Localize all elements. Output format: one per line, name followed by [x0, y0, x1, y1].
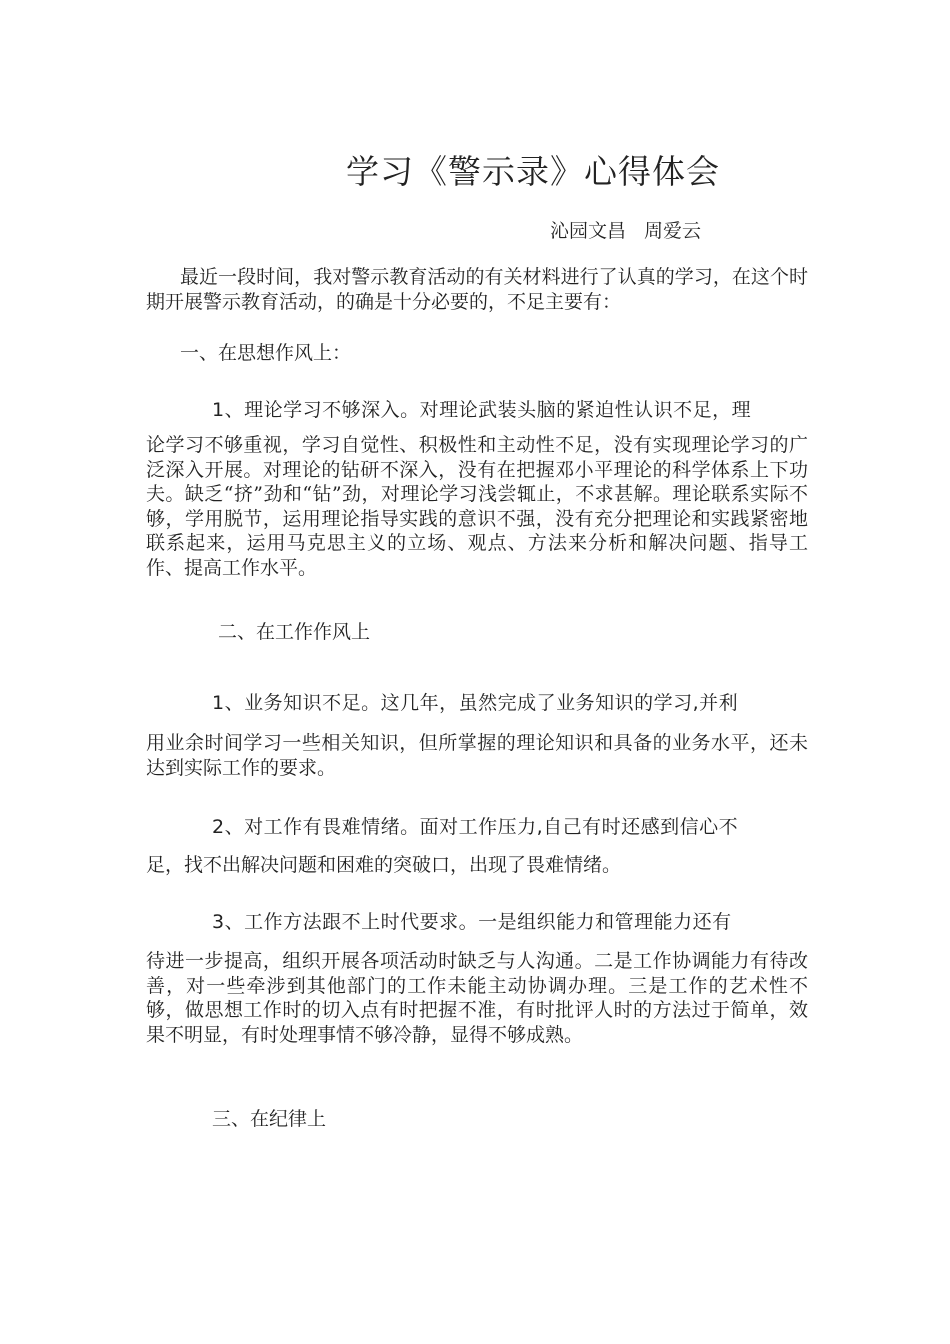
- author-name: 周爱云: [644, 220, 702, 242]
- section2-item1-first-line: 1、业务知识不足。这几年，虽然完成了业务知识的学习,并利: [212, 692, 739, 714]
- intro-paragraph: 最近一段时间，我对警示教育活动的有关材料进行了认真的学习，在这个时期开展警示教育活动，的确是十分必要的，不足主要有：: [146, 266, 808, 313]
- section2-item2-body: 足，找不出解决问题和困难的突破口，出现了畏难情绪。: [146, 854, 622, 876]
- author-place: 沁园文昌: [550, 220, 627, 242]
- section1-heading: 一、在思想作风上：: [180, 342, 352, 364]
- section1-item1-first-line: 1、理论学习不够深入。对理论武装头脑的紧迫性认识不足，理: [212, 399, 752, 421]
- section3-heading: 三、在纪律上: [212, 1108, 327, 1130]
- author-line: [550, 217, 701, 245]
- document-title: 学习《警示录》心得体会: [346, 152, 720, 191]
- section1-item1-body: 论学习不够重视，学习自觉性、积极性和主动性不足，没有实现理论学习的广泛深入开展。对理论的钻研不深入，没有在把握邓小平理论的科学体系上下功夫。缺乏“挤”劲和“钻”劲，对理论学习浅尝辄止，不求甚解。理论联系实际不够，学用脱节，运用理论指导实践的意识不强，没有充分把理论和实践紧密地联系起来，运用马克思主义的立场、观点、方法来分析和解决问题、指导工作、提高工作水平。: [146, 434, 808, 579]
- section2-item3-body: 待进一步提高，组织开展各项活动时缺乏与人沟通。二是工作协调能力有待改善，对一些牵涉到其他部门的工作未能主动协调办理。三是工作的艺术性不够，做思想工作时的切入点有时把握不准，有时批评人时的方法过于简单，效果不明显，有时处理事情不够冷静，显得不够成熟。: [146, 950, 808, 1046]
- section2-heading: 二、在工作作风上: [218, 621, 371, 643]
- section2-item2-first-line: 2、对工作有畏难情绪。面对工作压力,自己有时还感到信心不: [212, 816, 739, 838]
- section2-item1-body: 用业余时间学习一些相关知识，但所掌握的理论知识和具备的业务水平，还未达到实际工作的要求。: [146, 732, 808, 779]
- section2-item3-first-line: 3、工作方法跟不上时代要求。一是组织能力和管理能力还有: [212, 911, 732, 933]
